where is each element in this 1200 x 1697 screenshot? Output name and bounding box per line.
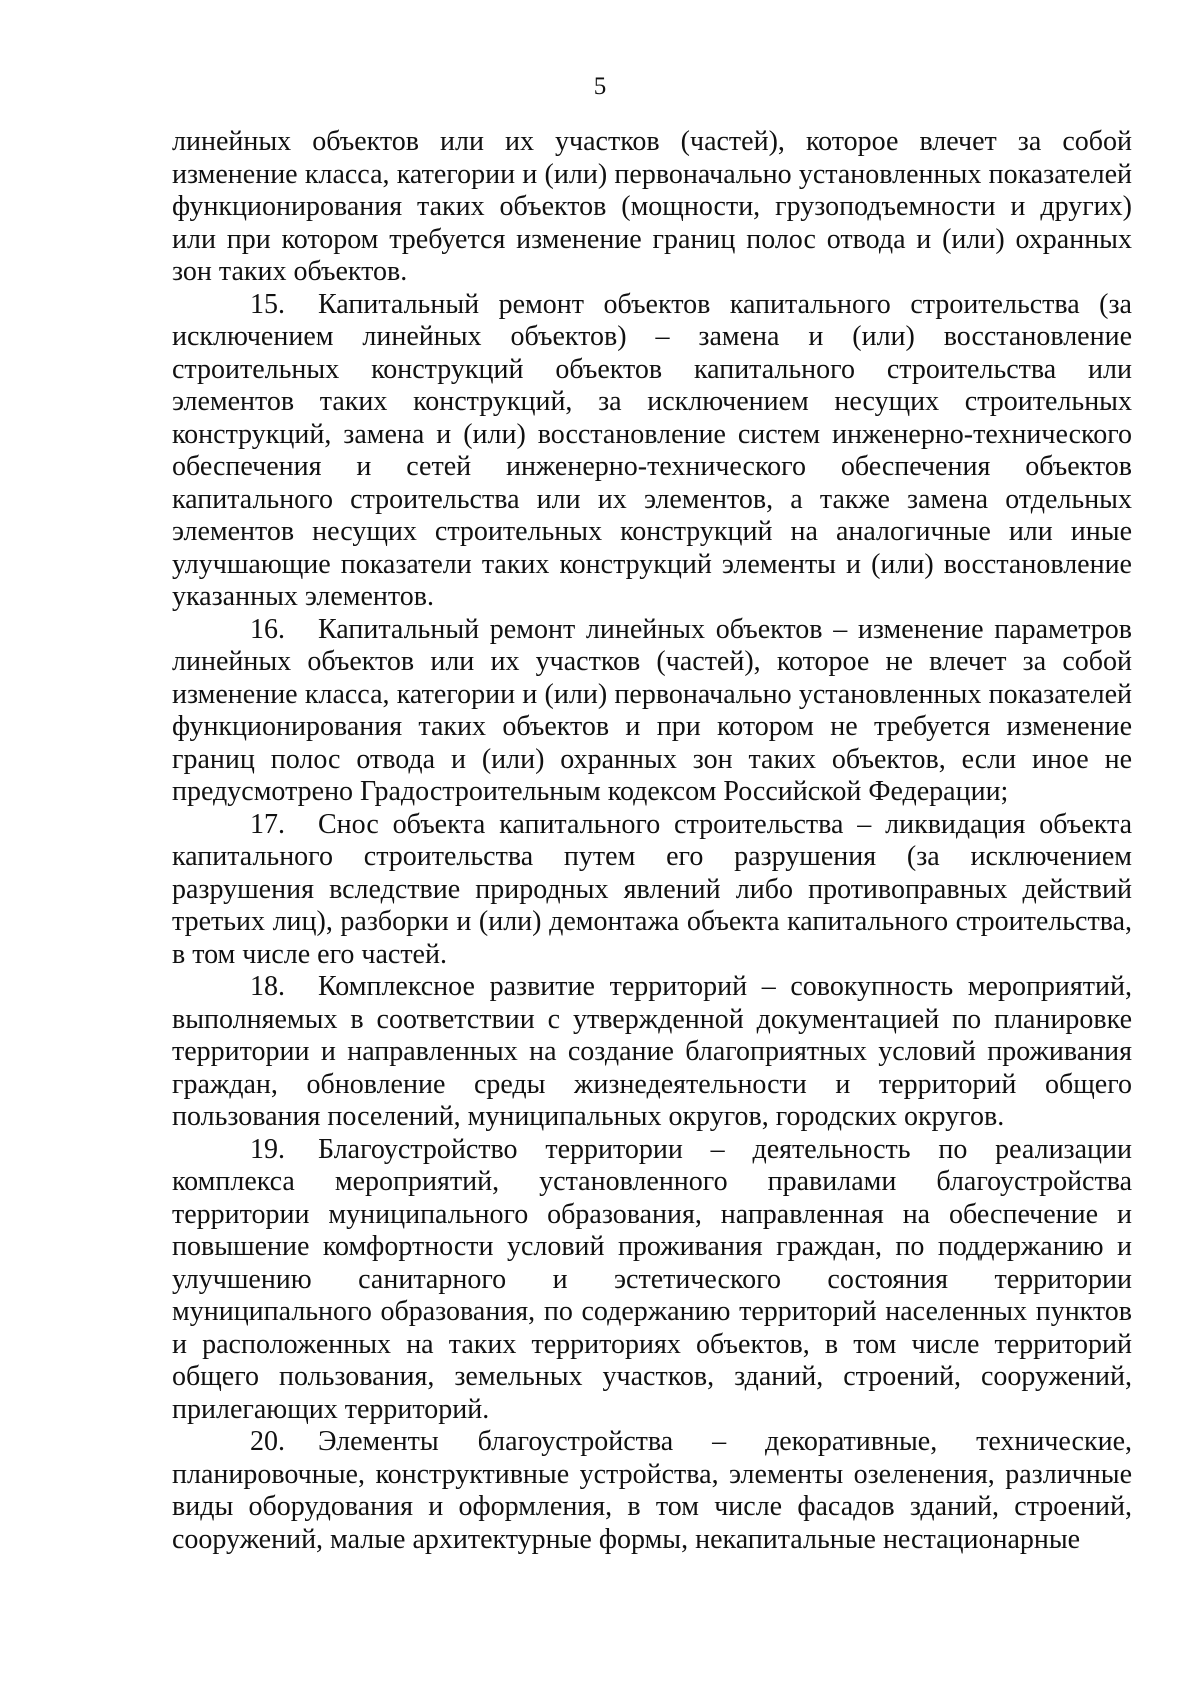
item-number: 15.: [250, 288, 285, 320]
item-number: 16.: [250, 613, 285, 645]
list-item: [172, 1134, 1132, 1427]
item-text: Капитальный ремонт линейных объектов – изменение параметров линейных объектов или их участков (частей), которое не влечет за собой изменение класса, категории и (или) первоначально установленных показателей функционирования таких объектов и при котором не требуется изменение границ полос отвода и (или) охранных зон таких объектов, если иное не предусмотрено Градостроительным кодексом Российской Федерации;: [172, 613, 1132, 807]
item-number: 18.: [250, 971, 285, 1002]
item-number: 19.: [250, 1133, 285, 1165]
item-number: 17.: [250, 808, 285, 840]
list-item: [172, 971, 1132, 1134]
item-text: Элементы благоустройства – декоративные, технические, планировочные, конструктивные устройства, элементы озеленения, различные виды оборудования и оформления, в том числе фасадов зданий, строений, сооружений, малые архитектурные формы, некапитальные нестационарные: [172, 1426, 1132, 1555]
list-item: [172, 289, 1132, 614]
item-number: 20.: [250, 1426, 285, 1457]
item-text: Комплексное развитие территорий – совокупность мероприятий, выполняемых в соответствии с утвержденной документацией по планировке территории и направленных на создание благоприятных условий проживания граждан, обновление среды жизнедеятельности и территорий общего пользования поселений, муниципальных округов, городских округов.: [172, 971, 1132, 1132]
item-text: Благоустройство территории – деятельность по реализации комплекса мероприятий, установленного правилами благоустройства территории муниципального образования, направленная на обеспечение и повышение комфортности условий проживания граждан, по поддержанию и улучшению санитарного и эстетического состояния территории муниципального образования, по содержанию территорий населенных пунктов и расположенных на таких территориях объектов, в том числе территорий общего пользования, земельных участков, зданий, строений, сооружений, прилегающих территорий.: [172, 1133, 1132, 1425]
page-number: 5: [593, 73, 607, 100]
item-text: Снос объекта капитального строительства – ликвидация объекта капитального строительства путем его разрушения (за исключением разрушения вследствие природных явлений либо противоправных действий третьих лиц), разборки и (или) демонтажа объекта капитального строительства, в том числе его частей.: [172, 808, 1132, 970]
list-item: [172, 614, 1132, 809]
document-body: [172, 126, 1132, 1556]
item-text: Капитальный ремонт объектов капитального строительства (за исключением линейных объектов) – замена и (или) восстановление строительных конструкций объектов капитального строительства или элементов таких конструкций, за исключением несущих строительных конструкций, замена и (или) восстановление систем инженерно-технического обеспечения и сетей инженерно-технического обеспечения объектов капитального строительства или их элементов, а также замена отдельных элементов несущих строительных конструкций на аналогичные или иные улучшающие показатели таких конструкций элементы и (или) восстановление указанных элементов.: [172, 288, 1132, 612]
list-item: [172, 809, 1132, 972]
intro-paragraph: линейных объектов или их участков (частей), которое влечет за собой изменение класса, категории и (или) первоначально установленных показателей функционирования таких объектов (мощности, грузоподъемности и других) или при котором требуется изменение границ полос отвода и (или) охранных зон таких объектов.: [172, 126, 1132, 287]
list-item: [172, 1426, 1132, 1556]
